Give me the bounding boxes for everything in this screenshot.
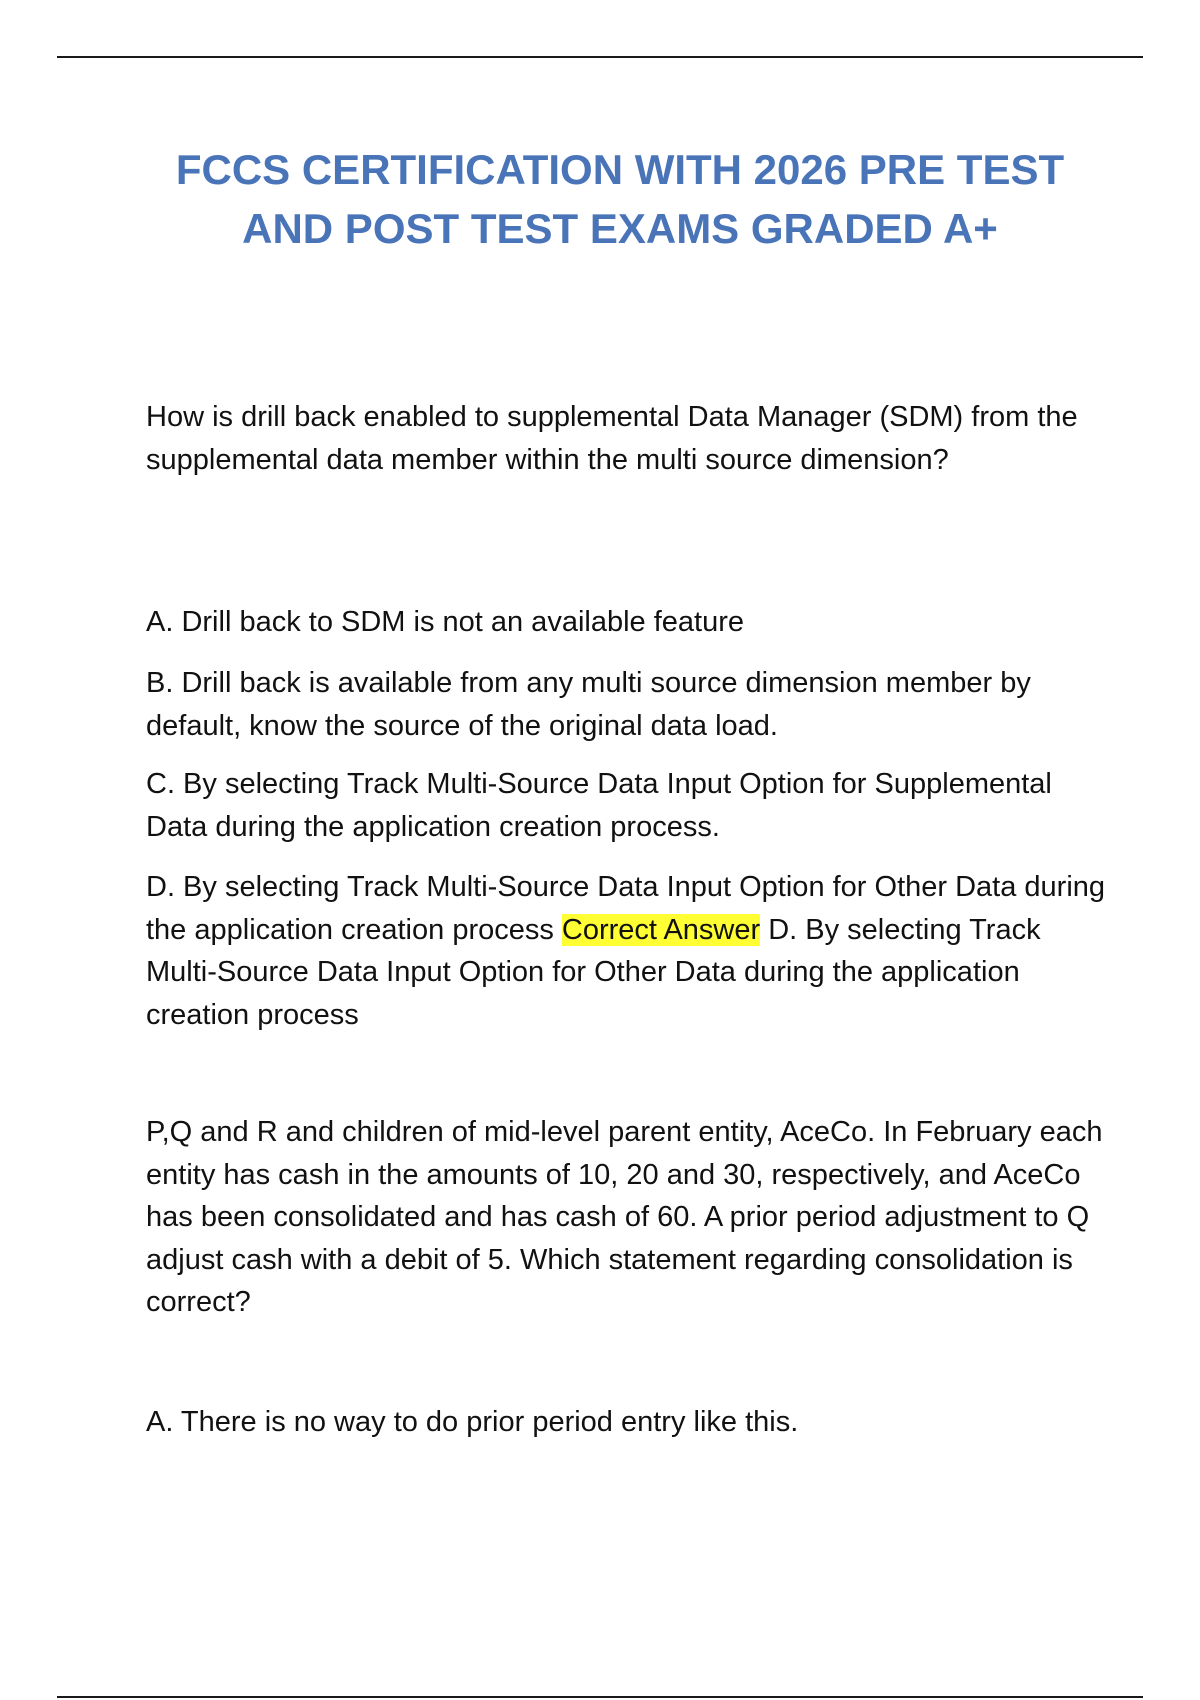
option-d-text: D. By selecting Track Multi-Source Data Input Option for Other Data during the application creation process: [146, 871, 1106, 946]
top-divider: [57, 56, 1143, 58]
option-d-paragraph: [146, 866, 1106, 1036]
title-line-2: AND POST TEST EXAMS GRADED A+: [242, 205, 998, 252]
question-1-option-c: [146, 763, 1106, 848]
correct-answer-text: D. By selecting Track Multi-Source Data Input Option for Other Data during the application creation process: [146, 913, 1041, 1031]
option-a-text: A. Drill back to SDM is not an available feature: [146, 606, 744, 638]
question-1-text: [146, 396, 1106, 481]
correct-answer-label: Correct Answer: [561, 913, 761, 946]
question-1-option-b: [146, 662, 1106, 747]
option-a-text: A. There is no way to do prior period entry like this.: [146, 1406, 799, 1438]
question-1-stem: How is drill back enabled to supplemental Data Manager (SDM) from the supplemental data member within the multi source dimension?: [146, 401, 1078, 476]
option-c-text: C. By selecting Track Multi-Source Data Input Option for Supplemental Data during the application creation process.: [146, 768, 1052, 843]
title-line-1: FCCS CERTIFICATION WITH 2026 PRE TEST: [175, 146, 1065, 193]
question-1-option-a: [146, 601, 1106, 644]
question-2-option-a: [146, 1401, 1106, 1444]
question-2-stem: P,Q and R and children of mid-level parent entity, AceCo. In February each entity has cash in the amounts of 10, 20 and 30, respectively, and AceCo has been consolidated and has cash of 60. A prior period adjustment to Q adjust cash with a debit of 5. Which statement regarding consolidation is correct?: [146, 1116, 1103, 1318]
bottom-divider: [57, 1696, 1143, 1698]
question-2-text: [146, 1111, 1106, 1324]
question-1-option-d: [146, 866, 1106, 1036]
document-title: [100, 140, 1140, 258]
option-b-text: B. Drill back is available from any multi source dimension member by default, know the source of the original data load.: [146, 667, 1031, 742]
